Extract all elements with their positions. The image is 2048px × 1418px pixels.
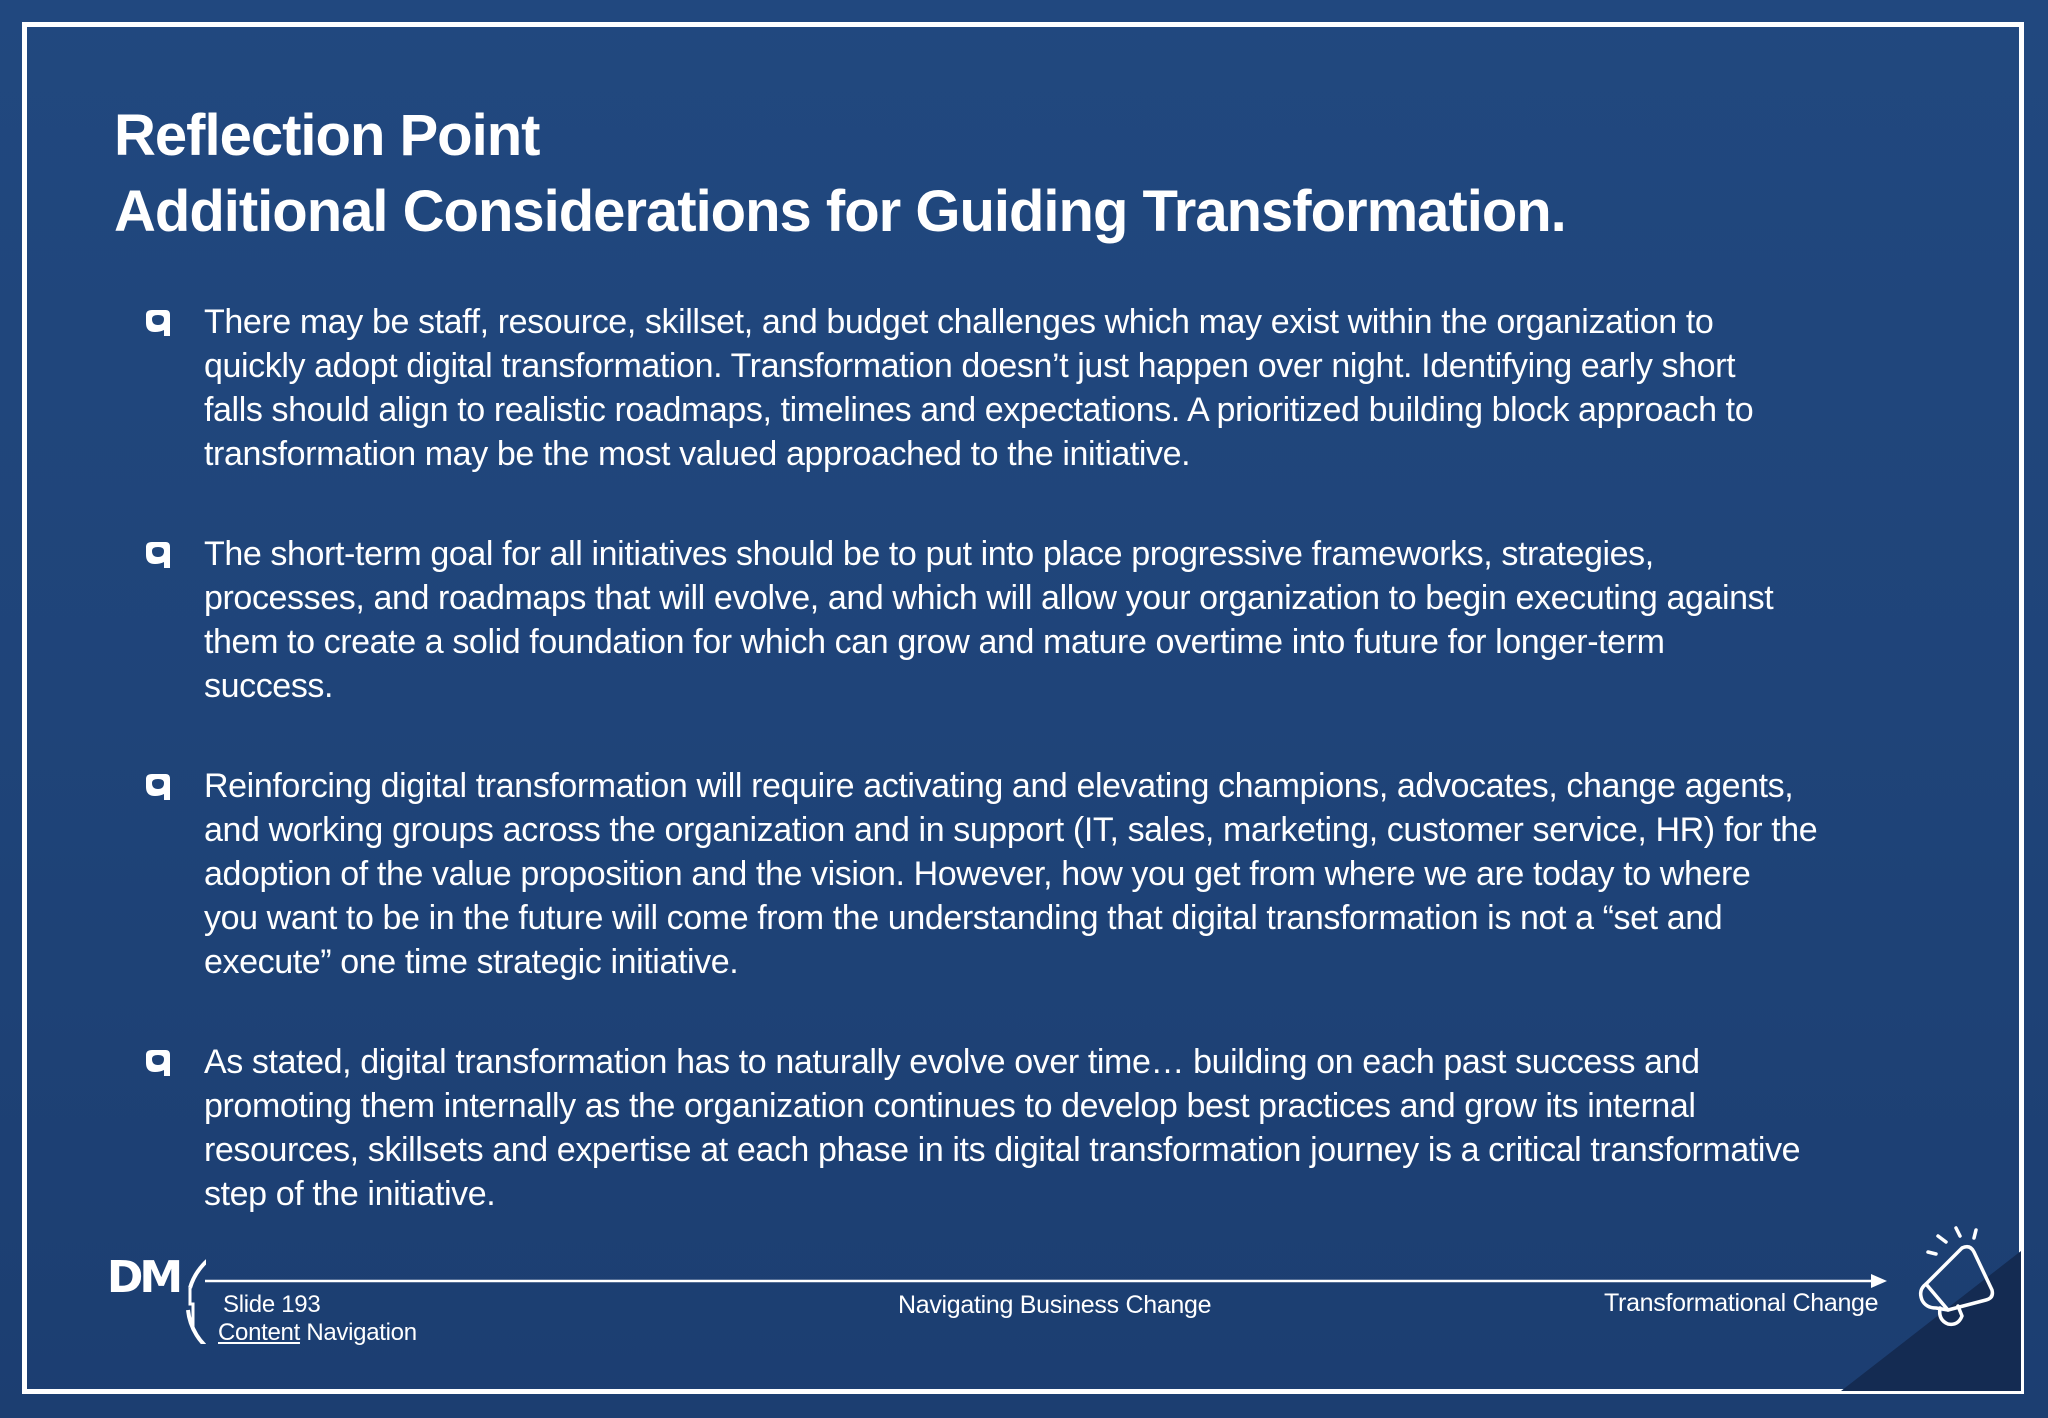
slide-title	[114, 98, 1566, 250]
navigation-arrow-line	[205, 1274, 1887, 1288]
bullet-line: processes, and roadmaps that will evolve, and which will allow your organization to begin executing against	[204, 579, 1774, 617]
bullet-line: quickly adopt digital transformation. Transformation doesn’t just happen over night. Identifying early short	[204, 347, 1736, 385]
bullet-text-4	[204, 1040, 1864, 1216]
square-bullet-icon	[144, 772, 172, 802]
content-navigation	[218, 1318, 417, 1348]
bullet-line: them to create a solid foundation for which can grow and mature overtime into future for longer-term	[204, 623, 1665, 661]
bullet-line: As stated, digital transformation has to naturally evolve over time… building on each past success and	[204, 1043, 1700, 1081]
bullet-line: falls should align to realistic roadmaps, timelines and expectations. A prioritized building block approach to	[204, 391, 1754, 429]
logo-text: DM	[106, 1252, 180, 1303]
bullet-line: step of the initiative.	[204, 1175, 496, 1213]
bullet-line: success.	[204, 667, 334, 705]
bullet-line: Reinforcing digital transformation will require activating and elevating champions, advocates, change agents,	[204, 767, 1794, 805]
bullet-line: transformation may be the most valued approached to the initiative.	[204, 435, 1191, 473]
square-bullet-icon	[144, 308, 172, 338]
bullet-text-3	[204, 764, 1864, 984]
title-line-1: Reflection Point	[114, 103, 540, 168]
square-bullet-icon	[144, 1048, 172, 1078]
square-bullet-icon	[144, 540, 172, 570]
title-line-2: Additional Considerations for Guiding Transformation.	[114, 179, 1566, 244]
bullet-line: and working groups across the organization and in support (IT, sales, marketing, customer service, HR) for the	[204, 811, 1818, 849]
footer-right-title: Transformational Change	[1604, 1289, 1879, 1317]
bullet-line: you want to be in the future will come from the understanding that digital transformation is not a “set and	[204, 899, 1723, 937]
bullet-line: adoption of the value proposition and the vision. However, how you get from where we are today to where	[204, 855, 1751, 893]
bullet-line: The short-term goal for all initiatives should be to put into place progressive frameworks, strategies,	[204, 535, 1654, 573]
megaphone-icon[interactable]	[1896, 1226, 2006, 1336]
bullet-line: execute” one time strategic initiative.	[204, 943, 739, 981]
dm-logo[interactable]	[80, 1218, 206, 1344]
bullet-text-2	[204, 532, 1864, 708]
footer-center-title: Navigating Business Change	[898, 1291, 1212, 1319]
bullet-line: promoting them internally as the organization continues to develop best practices and grow its internal	[204, 1087, 1696, 1125]
bullet-line: There may be staff, resource, skillset, and budget challenges which may exist within the organization to	[204, 303, 1714, 341]
bullet-line: resources, skillsets and expertise at each phase in its digital transformation journey is a critical transformative	[204, 1131, 1801, 1169]
content-navigation-label: Navigation	[299, 1319, 417, 1346]
content-navigation-link[interactable]: Content	[218, 1319, 300, 1346]
bullet-text-1	[204, 300, 1864, 476]
slide-number: Slide 193	[223, 1291, 321, 1318]
